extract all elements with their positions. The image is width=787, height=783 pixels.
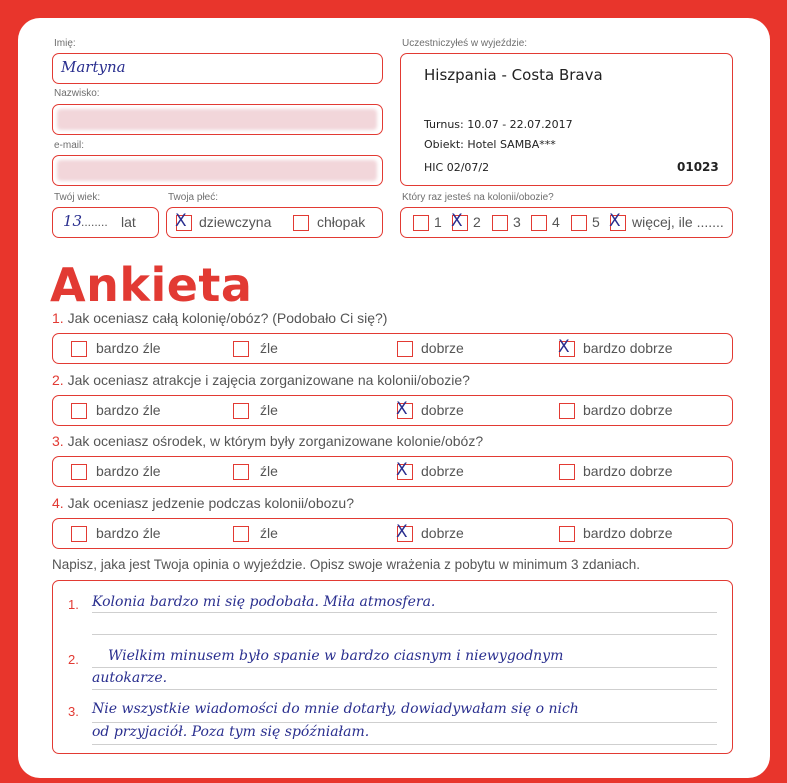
times-2-checkbox[interactable] bbox=[451, 211, 468, 231]
opinion-number-1: 1. bbox=[68, 597, 79, 612]
question-number: 2. bbox=[52, 372, 64, 388]
q1-option-4-label: bardzo dobrze bbox=[583, 340, 673, 356]
male-checkbox[interactable] bbox=[293, 215, 309, 231]
q3-option-4-label: bardzo dobrze bbox=[583, 463, 673, 479]
redacted-surname bbox=[57, 109, 377, 130]
check-mark: X bbox=[396, 522, 408, 542]
age-handwriting: 13 bbox=[63, 212, 83, 230]
times-1-checkbox[interactable] bbox=[413, 215, 429, 231]
check-mark: X bbox=[609, 211, 621, 231]
q1-option-2-label: źle bbox=[260, 340, 278, 356]
email-label: e-mail: bbox=[54, 140, 85, 151]
male-label: chłopak bbox=[317, 214, 366, 230]
question-2 bbox=[52, 372, 470, 388]
question-2-options bbox=[52, 395, 733, 426]
ruled-line bbox=[92, 667, 717, 668]
q4-option-3-label: dobrze bbox=[421, 525, 464, 541]
q4-option-1-checkbox[interactable] bbox=[71, 526, 87, 542]
q2-option-2-checkbox[interactable] bbox=[233, 403, 249, 419]
check-mark: X bbox=[451, 211, 463, 231]
question-4-options bbox=[52, 518, 733, 549]
answer-line-2b: autokarze. bbox=[92, 670, 168, 686]
name-handwriting: Martyna bbox=[61, 58, 126, 76]
ruled-line bbox=[92, 722, 717, 723]
answer-line-3a: Nie wszystkie wiadomości do mnie dotarły, dowiadywałam się o nich bbox=[92, 701, 579, 717]
times-label: Który raz jesteś na kolonii/obozie? bbox=[402, 192, 554, 203]
times-2-label: 2 bbox=[473, 214, 481, 230]
question-1-options bbox=[52, 333, 733, 364]
q4-option-2-checkbox[interactable] bbox=[233, 526, 249, 542]
question-3 bbox=[52, 433, 483, 449]
q1-option-4-checkbox[interactable] bbox=[558, 337, 575, 357]
age-field[interactable] bbox=[52, 207, 159, 238]
age-dots: ........ bbox=[81, 215, 108, 229]
redacted-email bbox=[57, 160, 377, 181]
check-mark: X bbox=[396, 399, 408, 419]
trip-turnus: Turnus: 10.07 - 22.07.2017 bbox=[424, 118, 573, 131]
q2-option-1-checkbox[interactable] bbox=[71, 403, 87, 419]
question-text: Jak oceniasz całą kolonię/obóz? (Podobało Ci się?) bbox=[67, 310, 388, 326]
surname-field[interactable] bbox=[52, 104, 383, 135]
question-3-options bbox=[52, 456, 733, 487]
survey-title: Ankieta bbox=[50, 258, 253, 312]
question-text: Jak oceniasz jedzenie podczas kolonii/obozu? bbox=[67, 495, 354, 511]
question-4 bbox=[52, 495, 354, 511]
q3-option-1-label: bardzo źle bbox=[96, 463, 161, 479]
opinion-prompt: Napisz, jaka jest Twoja opinia o wyjeździe. Opisz swoje wrażenia z pobytu w minimum 3 zdaniach. bbox=[52, 557, 641, 572]
answer-line-1: Kolonia bardzo mi się podobała. Miła atmosfera. bbox=[92, 594, 436, 610]
times-5-checkbox[interactable] bbox=[571, 215, 587, 231]
answer-line-2a: Wielkim minusem było spanie w bardzo ciasnym i niewygodnym bbox=[108, 648, 564, 664]
question-text: Jak oceniasz ośrodek, w którym były zorganizowane kolonie/obóz? bbox=[67, 433, 484, 449]
ruled-line bbox=[92, 689, 717, 690]
q1-option-1-label: bardzo źle bbox=[96, 340, 161, 356]
q3-option-4-checkbox[interactable] bbox=[559, 464, 575, 480]
times-4-checkbox[interactable] bbox=[531, 215, 547, 231]
email-field[interactable] bbox=[52, 155, 383, 186]
ruled-line bbox=[92, 634, 717, 635]
times-5-label: 5 bbox=[592, 214, 600, 230]
q4-option-4-label: bardzo dobrze bbox=[583, 525, 673, 541]
q4-option-4-checkbox[interactable] bbox=[559, 526, 575, 542]
q4-option-2-label: źle bbox=[260, 525, 278, 541]
q2-option-3-label: dobrze bbox=[421, 402, 464, 418]
ruled-line bbox=[92, 744, 717, 745]
trip-number: 01023 bbox=[677, 160, 719, 174]
q3-option-1-checkbox[interactable] bbox=[71, 464, 87, 480]
trip-obiekt: Obiekt: Hotel SAMBA*** bbox=[424, 138, 556, 151]
female-checkbox[interactable] bbox=[175, 211, 192, 231]
check-mark: X bbox=[558, 337, 570, 357]
q2-option-4-checkbox[interactable] bbox=[559, 403, 575, 419]
q1-option-1-checkbox[interactable] bbox=[71, 341, 87, 357]
name-field[interactable] bbox=[52, 53, 383, 84]
q3-option-2-label: źle bbox=[260, 463, 278, 479]
q4-option-1-label: bardzo źle bbox=[96, 525, 161, 541]
question-number: 4. bbox=[52, 495, 64, 511]
gender-field bbox=[166, 207, 383, 238]
question-text: Jak oceniasz atrakcje i zajęcia zorganizowane na kolonii/obozie? bbox=[67, 372, 470, 388]
times-more-checkbox[interactable] bbox=[609, 211, 626, 231]
q3-option-2-checkbox[interactable] bbox=[233, 464, 249, 480]
times-4-label: 4 bbox=[552, 214, 560, 230]
opinion-number-2: 2. bbox=[68, 652, 79, 667]
ruled-line bbox=[92, 612, 717, 613]
q1-option-2-checkbox[interactable] bbox=[233, 341, 249, 357]
q2-option-2-label: źle bbox=[260, 402, 278, 418]
times-field bbox=[400, 207, 733, 238]
trip-destination: Hiszpania - Costa Brava bbox=[424, 66, 603, 84]
q3-option-3-checkbox[interactable] bbox=[396, 460, 413, 480]
name-label: Imię: bbox=[54, 38, 76, 49]
opinion-number-3: 3. bbox=[68, 704, 79, 719]
gender-label: Twoja płeć: bbox=[168, 192, 219, 203]
times-1-label: 1 bbox=[434, 214, 442, 230]
times-3-checkbox[interactable] bbox=[492, 215, 508, 231]
trip-code: HIC 02/07/2 bbox=[424, 161, 490, 174]
q1-option-3-checkbox[interactable] bbox=[397, 341, 413, 357]
q2-option-1-label: bardzo źle bbox=[96, 402, 161, 418]
trip-label: Uczestniczyłeś w wyjeździe: bbox=[402, 38, 528, 49]
question-number: 1. bbox=[52, 310, 64, 326]
q3-option-3-label: dobrze bbox=[421, 463, 464, 479]
times-3-label: 3 bbox=[513, 214, 521, 230]
q1-option-3-label: dobrze bbox=[421, 340, 464, 356]
check-mark: X bbox=[175, 211, 187, 231]
q2-option-4-label: bardzo dobrze bbox=[583, 402, 673, 418]
q4-option-3-checkbox[interactable] bbox=[396, 522, 413, 542]
question-number: 3. bbox=[52, 433, 64, 449]
surname-label: Nazwisko: bbox=[54, 88, 100, 99]
age-unit: lat bbox=[121, 214, 136, 230]
times-more-label: więcej, ile ....... bbox=[632, 214, 724, 230]
age-label: Twój wiek: bbox=[54, 192, 101, 203]
answer-line-3b: od przyjaciół. Poza tym się spóźniałam. bbox=[92, 724, 370, 740]
question-1 bbox=[52, 310, 387, 326]
check-mark: X bbox=[396, 460, 408, 480]
female-label: dziewczyna bbox=[199, 214, 272, 230]
q2-option-3-checkbox[interactable] bbox=[396, 399, 413, 419]
